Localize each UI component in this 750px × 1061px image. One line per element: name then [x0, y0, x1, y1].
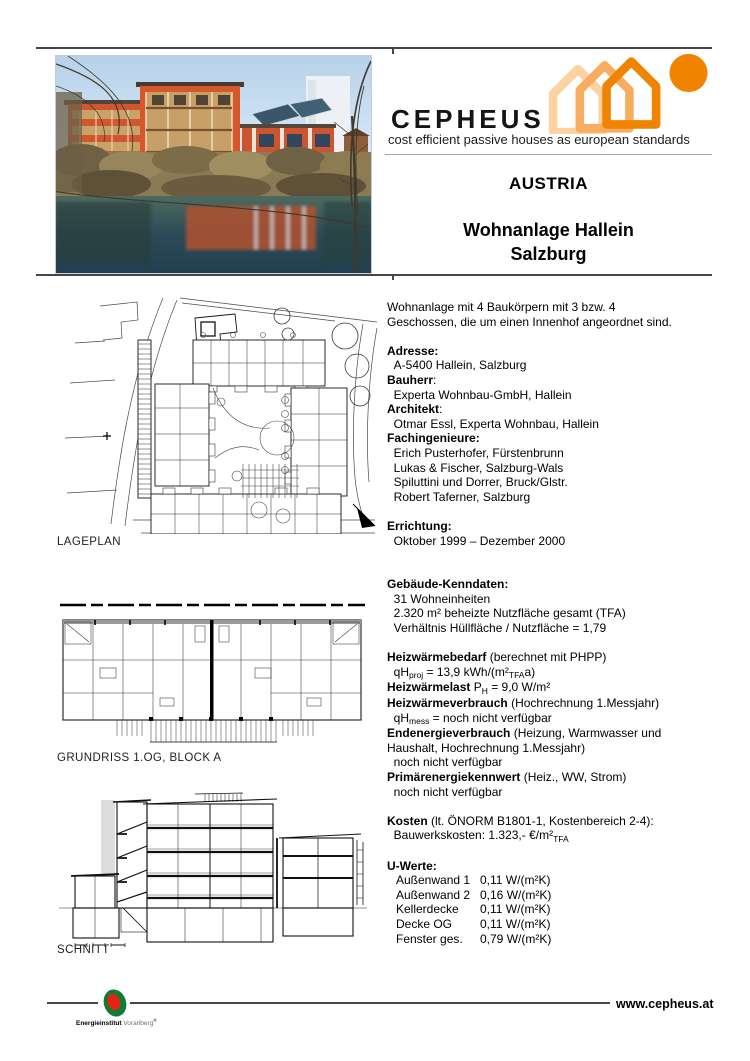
grundriss-label: GRUNDRISS 1.OG, BLOCK A	[57, 752, 222, 764]
text-line: Verhältnis Hüllfläche / Nutzfläche = 1,79	[387, 621, 607, 636]
text-line: Otmar Essl, Experta Wohnbau, Hallein	[387, 416, 599, 431]
footer-rule-left	[47, 1002, 98, 1004]
divider-header	[385, 154, 712, 155]
lageplan-label: LAGEPLAN	[57, 536, 121, 548]
text-line: $qH_{proj} = 13,9$ kWh/$(m^2_{TFA}a)$	[387, 664, 536, 681]
energieinstitut-label	[76, 1018, 157, 1027]
text-line: Architekt:	[387, 402, 443, 417]
text-line: Haushalt, Hochrechnung 1.Messjahr)	[387, 740, 586, 755]
text-line	[387, 563, 713, 578]
divider-top-tick	[392, 49, 394, 54]
u-value-row: Kellerdecke 0,11 W/(m²K)	[396, 902, 551, 917]
energieinstitut-label-bold: Energieinstitut	[76, 1020, 122, 1028]
text-line: Heizwärmebedarf (berechnet mit PHPP)	[387, 650, 607, 665]
details-column	[387, 300, 713, 946]
text-line: Adresse:	[387, 343, 439, 358]
text-line: Endenergieverbrauch (Heizung, Warmwasser und	[387, 726, 662, 741]
text-line: Errichtung:	[387, 518, 452, 533]
text-line: Bauherr:	[387, 372, 437, 387]
registered-mark: ®	[153, 1018, 157, 1023]
text-line: U-Werte:	[387, 858, 437, 873]
text-line: 2.320 m² beheizte Nutzfläche gesamt (TFA)	[387, 606, 626, 621]
text-line: Primärenergiekennwert (Heiz., WW, Strom)	[387, 770, 627, 784]
text-line: Kosten (lt. ÖNORM B1801-1, Kostenbereich 2-4):	[387, 813, 654, 828]
schnitt-label: SCHNITT	[57, 944, 110, 956]
text-line: Lukas & Fischer, Salzburg-Wals	[387, 460, 564, 475]
text-line: Bauwerkskosten: 1.323,- $€/m^2_{TFA}$	[387, 828, 569, 844]
floor-plan-drawing	[55, 598, 370, 748]
energieinstitut-label-light: Vorarlberg	[121, 1020, 154, 1028]
building-photo	[55, 55, 372, 274]
u-value-row: Decke OG 0,11 W/(m²K)	[396, 916, 551, 931]
text-line	[387, 636, 713, 651]
project-title-line2: Salzburg	[510, 244, 587, 264]
cepheus-houses-logo-icon	[545, 52, 710, 134]
energieinstitut-logo-icon	[99, 987, 131, 1019]
details-text	[387, 300, 713, 873]
footer-rule-right	[130, 1002, 610, 1004]
survey-cross-marker	[103, 432, 111, 440]
u-value-row: Fenster ges. 0,79 W/(m²K)	[396, 931, 552, 946]
text-line	[387, 844, 713, 859]
building-photo-illustration	[56, 56, 371, 273]
u-value-row: Außenwand 2 0,16 W/(m²K)	[396, 887, 552, 902]
text-line	[387, 548, 713, 563]
text-line: Robert Taferner, Salzburg	[387, 489, 531, 504]
text-line: Wohnanlage mit 4 Baukörpern mit 3 bzw. 4	[387, 300, 616, 314]
cepheus-url-link[interactable]: www.cepheus.at	[616, 997, 714, 1011]
text-line: Spiluttini und Dorrer, Bruck/Glstr.	[387, 475, 568, 490]
divider-mid-tick	[392, 276, 394, 280]
text-line: noch nicht verfügbar	[387, 784, 503, 799]
text-line: Erich Pusterhofer, Fürstenbrunn	[387, 445, 564, 460]
text-line: Heizwärmeverbrauch (Hochrechnung 1.Messjahr)	[387, 696, 660, 711]
text-line: 31 Wohneinheiten	[387, 591, 491, 606]
text-line	[387, 799, 713, 814]
divider-top	[36, 47, 712, 49]
divider-mid	[36, 274, 712, 276]
text-line: A-5400 Hallein, Salzburg	[387, 358, 527, 373]
text-line: Fachingenieure:	[387, 431, 480, 446]
u-value-row: Außenwand 1 0,11 W/(m²K)	[396, 873, 551, 888]
section-drawing	[55, 790, 370, 950]
project-title	[385, 218, 712, 266]
text-line: Geschossen, die um einen Innenhof angeordnet sind.	[387, 314, 672, 329]
site-plan-drawing	[45, 288, 380, 534]
u-values-table	[387, 873, 713, 946]
text-line	[387, 504, 713, 519]
text-line: $qH_{mess}$ = noch nicht verfügbar	[387, 710, 552, 727]
text-line: Heizwärmelast $P_H = 9,0$ W/m²	[387, 680, 551, 696]
north-arrow-icon	[353, 504, 375, 528]
text-line: Experta Wohnbau-GmbH, Hallein	[387, 387, 572, 402]
cepheus-wordmark: CEPHEUS	[391, 104, 545, 134]
text-line: Gebäude-Kenndaten:	[387, 577, 509, 592]
country-title: AUSTRIA	[508, 174, 589, 193]
text-line: noch nicht verfügbar	[387, 755, 503, 770]
project-title-line1: Wohnanlage Hallein	[463, 220, 634, 240]
text-line: Oktober 1999 – Dezember 2000	[387, 533, 566, 548]
cepheus-tagline: cost efficient passive houses as european standards	[388, 132, 690, 147]
text-line	[387, 329, 713, 344]
